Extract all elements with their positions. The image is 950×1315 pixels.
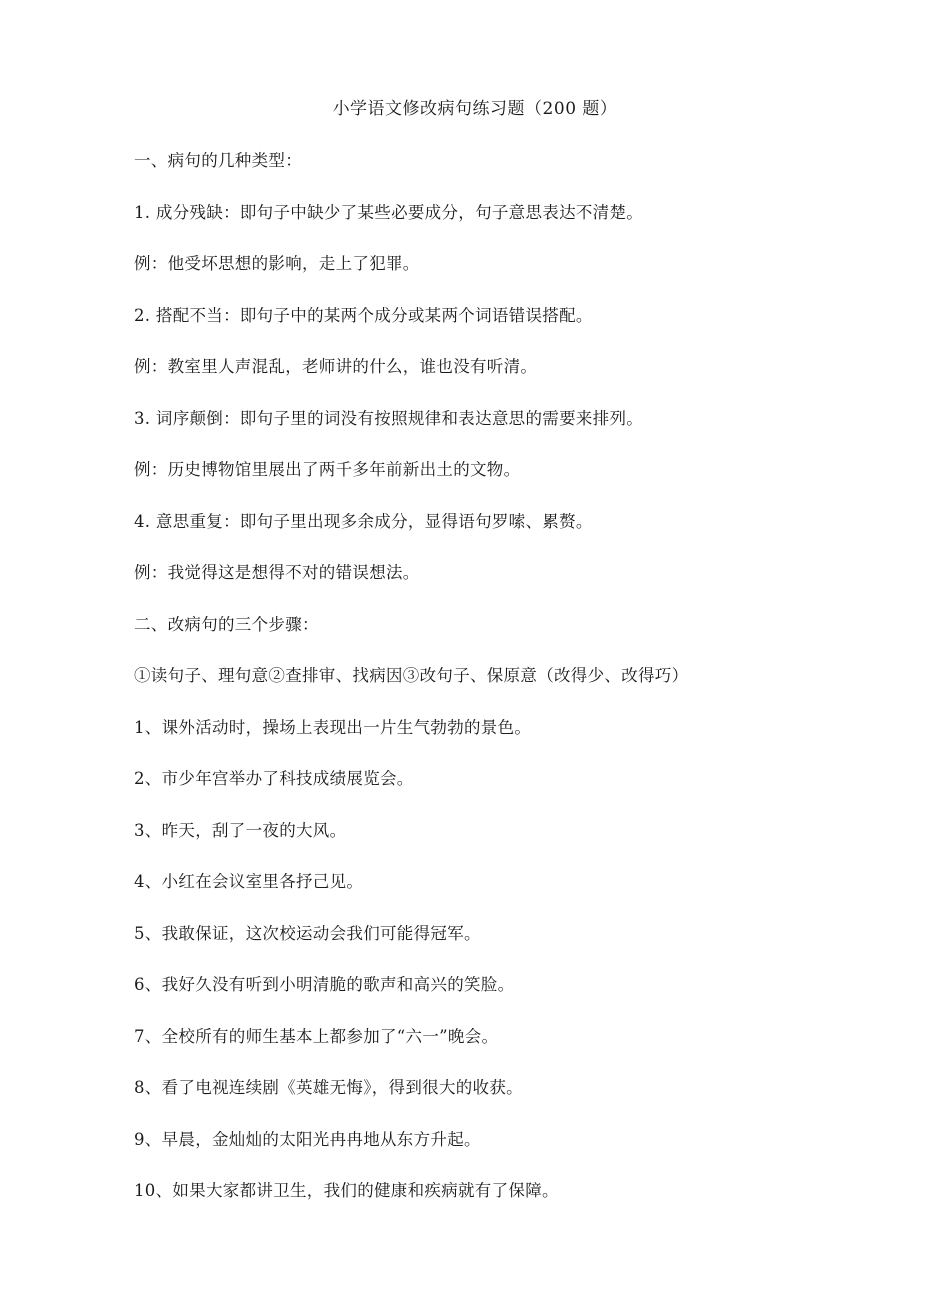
- section-heading-types: 一、病句的几种类型：: [134, 151, 302, 170]
- exercise-item: 3、昨天，刮了一夜的大风。: [134, 820, 347, 840]
- exercise-item: 8、看了电视连续剧《英雄无悔》，得到很大的收获。: [134, 1078, 523, 1097]
- type-1-definition: 1. 成分残缺：即句子中缺少了某些必要成分，句子意思表达不清楚。: [134, 202, 644, 222]
- type-3-example: 例：历史博物馆里展出了两千多年前新出土的文物。: [134, 460, 521, 479]
- exercise-item: 2、市少年宫举办了科技成绩展览会。: [134, 769, 414, 788]
- exercise-item: 5、我敢保证，这次校运动会我们可能得冠军。: [134, 923, 481, 943]
- exercise-item: 6、我好久没有听到小明清脆的歌声和高兴的笑脸。: [134, 975, 515, 994]
- type-2-definition: 2. 搭配不当：即句子中的某两个成分或某两个词语错误搭配。: [134, 305, 593, 325]
- steps-text: ①读句子、理句意②查排审、找病因③改句子、保原意（改得少、改得巧）: [134, 666, 689, 685]
- document-body: [134, 149, 894, 1231]
- section-heading-steps: 二、改病句的三个步骤：: [134, 614, 319, 634]
- document-title: 小学语文修改病句练习题（200 题）: [332, 99, 618, 119]
- exercise-item: 1、课外活动时，操场上表现出一片生气勃勃的景色。: [134, 717, 532, 737]
- exercise-item: 4、小红在会议室里各抒己见。: [134, 872, 364, 891]
- type-4-example: 例：我觉得这是想得不对的错误想法。: [134, 563, 420, 582]
- exercise-item: 10、如果大家都讲卫生，我们的健康和疾病就有了保障。: [134, 1181, 559, 1200]
- type-1-example: 例：他受坏思想的影响，走上了犯罪。: [134, 254, 420, 273]
- exercise-item: 9、早晨，金灿灿的太阳光冉冉地从东方升起。: [134, 1129, 481, 1149]
- type-2-example: 例：教室里人声混乱，老师讲的什么，谁也没有听清。: [134, 357, 538, 376]
- type-3-definition: 3. 词序颠倒：即句子里的词没有按照规律和表达意思的需要来排列。: [134, 408, 644, 428]
- type-4-definition: 4. 意思重复：即句子里出现多余成分，显得语句罗嗦、累赘。: [134, 511, 593, 531]
- exercise-item: 7、全校所有的师生基本上都参加了“六一”晚会。: [134, 1026, 499, 1046]
